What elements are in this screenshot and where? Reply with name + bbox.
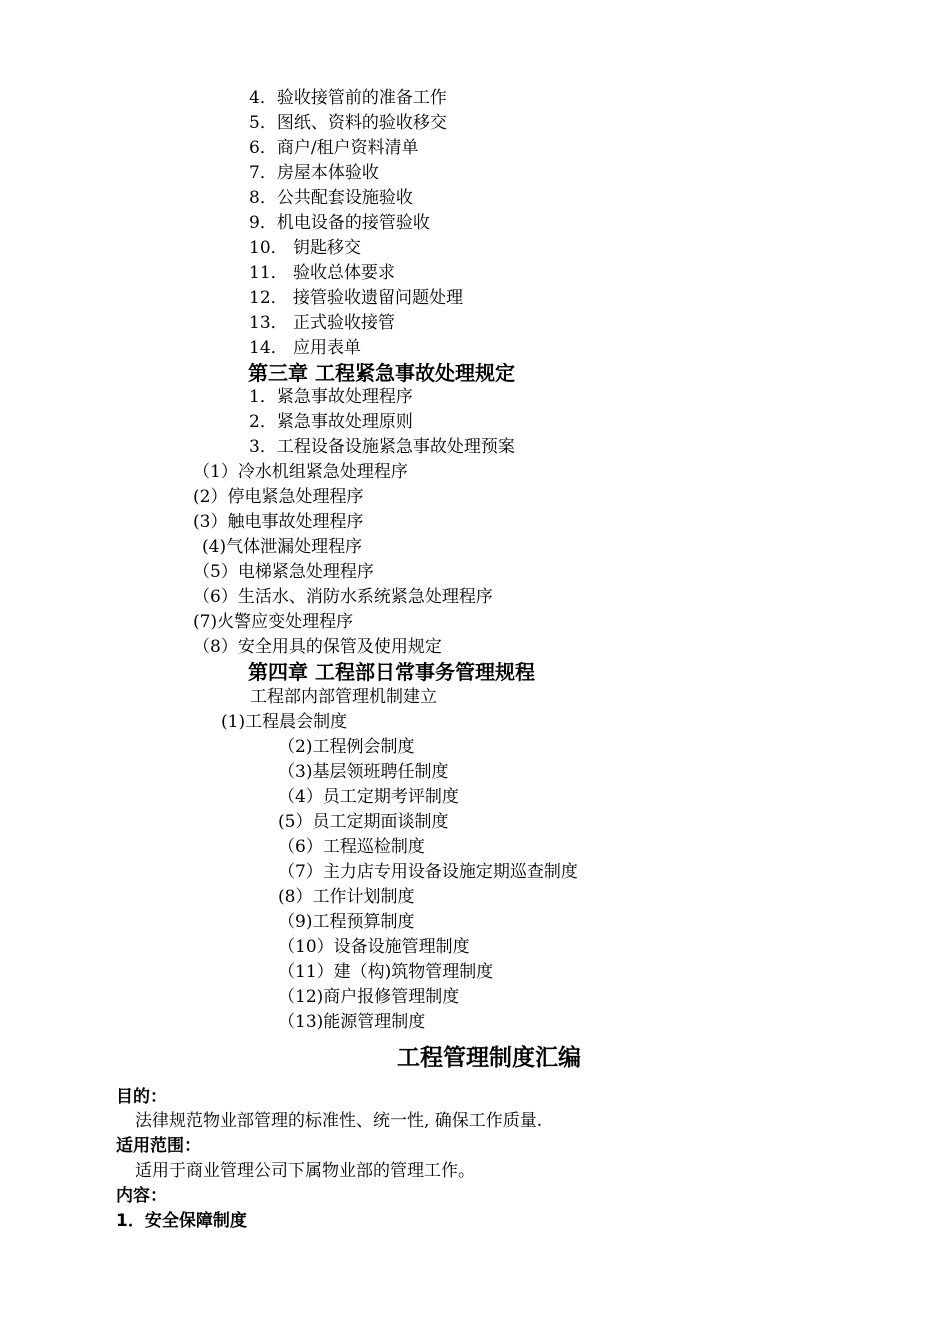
purpose-label: 目的：	[116, 1087, 167, 1107]
list-item: 5．图纸、资料的验收移交	[249, 113, 447, 133]
list-item: 13． 正式验收接管	[249, 313, 396, 333]
sub-list-item: （13)能源管理制度	[278, 1012, 426, 1032]
sub-list-item: （7）主力店专用设备设施定期巡查制度	[278, 862, 578, 882]
list-item: 11． 验收总体要求	[249, 263, 396, 283]
sub-list-item: （10）设备设施管理制度	[278, 937, 470, 957]
sub-list-item: （11）建（构)筑物管理制度	[278, 962, 494, 982]
sub-list-item: (5）员工定期面谈制度	[278, 812, 449, 832]
sub-list-item: (7)火警应变处理程序	[193, 612, 354, 632]
list-item: 2．紧急事故处理原则	[249, 412, 413, 432]
list-item: 14． 应用表单	[249, 338, 362, 358]
section-heading: 1．安全保障制度	[116, 1211, 247, 1231]
list-item: 1．紧急事故处理程序	[249, 387, 413, 407]
list-item: 4．验收接管前的准备工作	[249, 88, 447, 108]
list-item: 10． 钥匙移交	[249, 238, 362, 258]
sub-list-item: (4)气体泄漏处理程序	[202, 537, 363, 557]
sub-list-item: (3）触电事故处理程序	[193, 512, 364, 532]
sub-list-item: （4）员工定期考评制度	[278, 787, 459, 807]
document-title: 工程管理制度汇编	[397, 1045, 581, 1071]
sub-list-item: （12)商户报修管理制度	[278, 987, 460, 1007]
chapter-3-heading: 第三章 工程紧急事故处理规定	[248, 361, 515, 385]
sub-list-item: （1）冷水机组紧急处理程序	[193, 462, 408, 482]
sub-list-item: （6）工程巡检制度	[278, 837, 425, 857]
sub-list-item: （5）电梯紧急处理程序	[193, 562, 374, 582]
sub-list-item: （6）生活水、消防水系统紧急处理程序	[193, 587, 493, 607]
sub-list-item: (1)工程晨会制度	[221, 712, 348, 732]
scope-label: 适用范围：	[116, 1136, 201, 1156]
sub-list-item: （9)工程预算制度	[278, 912, 415, 932]
content-label: 内容：	[116, 1186, 167, 1206]
list-item: 8．公共配套设施验收	[249, 188, 413, 208]
sub-list-item: （2)工程例会制度	[278, 737, 415, 757]
purpose-text: 法律规范物业部管理的标准性、统一性, 确保工作质量.	[135, 1111, 543, 1131]
scope-text: 适用于商业管理公司下属物业部的管理工作。	[135, 1161, 475, 1181]
sub-list-item: (8）工作计划制度	[278, 887, 415, 907]
chapter-4-heading: 第四章 工程部日常事务管理规程	[248, 660, 535, 684]
list-item: 3．工程设备设施紧急事故处理预案	[249, 437, 515, 457]
list-item: 6．商户/租户资料清单	[249, 138, 419, 158]
sub-list-item: (2）停电紧急处理程序	[193, 487, 364, 507]
sub-list-item: （8）安全用具的保管及使用规定	[193, 637, 442, 657]
list-item: 9．机电设备的接管验收	[249, 213, 430, 233]
list-item: 12． 接管验收遗留问题处理	[249, 288, 464, 308]
sub-list-item: （3)基层领班聘任制度	[278, 762, 449, 782]
list-item: 7．房屋本体验收	[249, 163, 379, 183]
section-intro: 工程部内部管理机制建立	[250, 687, 437, 707]
